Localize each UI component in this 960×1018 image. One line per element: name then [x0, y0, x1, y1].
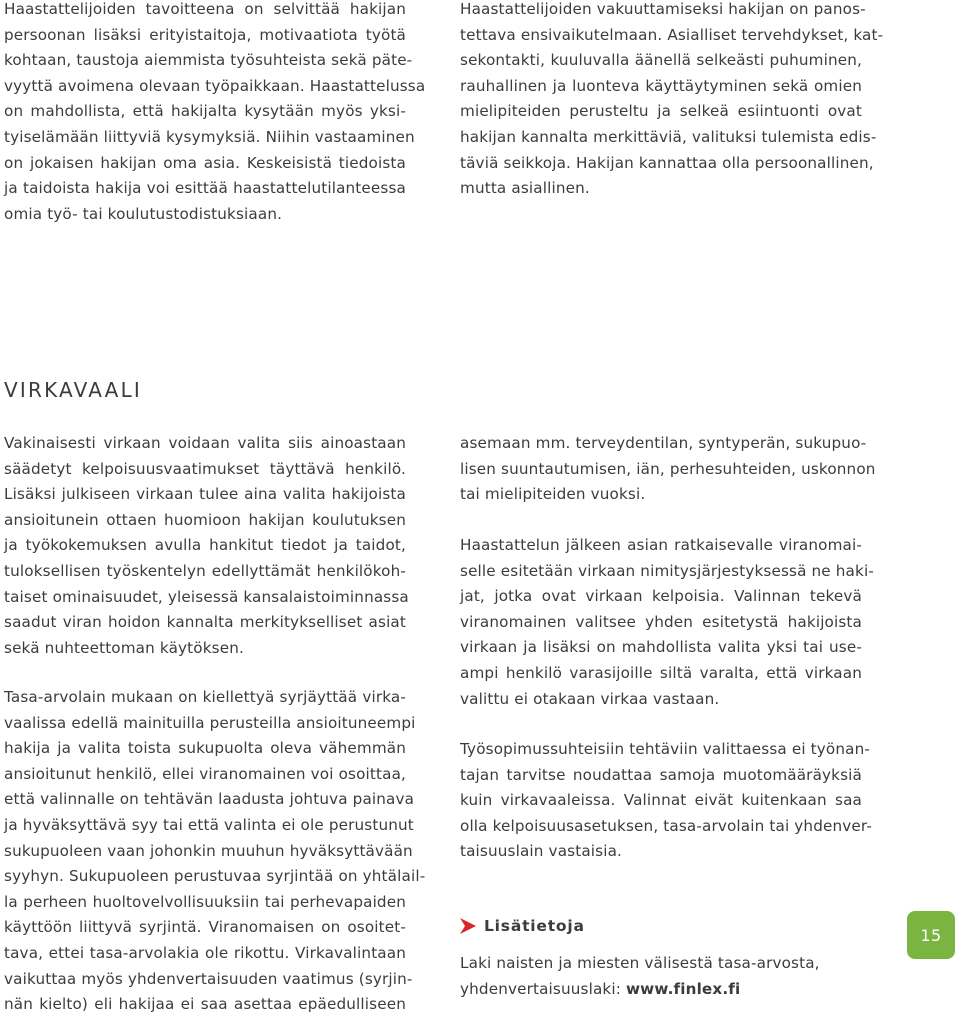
arrow-right-icon — [460, 917, 476, 935]
text-line: mielipiteiden perusteltu ja selkeä esiintuonti ovat — [460, 102, 862, 121]
text-line: Haastattelijoiden vakuuttamiseksi hakijan on panos- — [460, 0, 866, 18]
text-line: ampi henkilö varasijoille siltä varalta, että virkaan — [460, 663, 862, 682]
text-line: että valinnalle on tehtävän laadusta johtuva painava — [4, 790, 415, 809]
text-line: tyiselämään liittyviä kysymyksiä. Niihin vastaaminen — [4, 127, 415, 146]
text-line: syyhyn. Sukupuoleen perustuvaa syrjintää on yhtälail- — [4, 867, 426, 886]
text-line: ja työkokemuksen avulla hankitut tiedot ja taidot, — [4, 536, 406, 555]
section-heading: VIRKAVAALI — [4, 378, 143, 402]
text-line: taiset ominaisuudet, yleisessä kansalaistoiminnassa — [4, 587, 409, 606]
text-line: ja taidoista hakija voi esittää haastattelutilanteessa — [4, 179, 406, 198]
virkavaali-paragraph-1 — [4, 431, 409, 661]
text-line: tajan tarvitse noudattaa samoja muotomääräyksiä — [460, 765, 862, 784]
paragraph-text — [460, 0, 884, 202]
text-line: nän kielto) eli hakijaa ei saa asettaa epäedulliseen — [4, 995, 406, 1014]
text-line: omia työ- tai koulutustodistuksiaan. — [4, 204, 283, 223]
text-line: rauhallinen ja luonteva käyttäytyminen sekä omien — [460, 76, 862, 95]
text-line: tettava ensivaikutelmaan. Asialliset tervehdykset, kat- — [460, 25, 884, 44]
text-line: Vakinaisesti virkaan voidaan valita siis ainoastaan — [4, 434, 406, 452]
page-number-badge — [907, 911, 955, 959]
virkavaali-paragraph-5 — [460, 737, 872, 865]
text-line: Tasa-arvolain mukaan on kiellettyä syrjäyttää virka- — [4, 688, 406, 706]
text-line: jat, jotka ovat virkaan kelpoisia. Valinnan tekevä — [460, 587, 862, 606]
text-line: sekontakti, kuuluvalla äänellä selkeästi puhuminen, — [460, 51, 862, 70]
text-line: käyttöön liittyvä syrjintä. Viranomaisen on osoitet- — [4, 918, 406, 937]
text-line: sukupuoleen vaan johonkin muuhun hyväksyttävään — [4, 841, 413, 860]
page-number: 15 — [920, 925, 942, 945]
text-line: hakija ja valita toista sukupuolta oleva vähemmän — [4, 739, 406, 758]
text-line: kuin virkavaaleissa. Valinnat eivät kuitenkaan saa — [460, 791, 862, 810]
text-line: valittu ei otakaan virkaa vastaan. — [460, 689, 720, 708]
text-line: tava, ettei tasa-arvolakia ole rikottu. Virkavalintaan — [4, 943, 406, 962]
paragraph-text — [460, 431, 876, 508]
paragraph-text — [460, 951, 862, 1002]
text-line: täviä seikkoja. Hakijan kannattaa olla persoonallinen, — [460, 153, 874, 172]
text-line: on jokaisen hakijan oma asia. Keskeisistä tiedoista — [4, 153, 406, 172]
text-line: saadut viran hoidon kannalta merkitykselliset asiat — [4, 613, 406, 632]
paragraph-text — [4, 685, 426, 1018]
text-line: la perheen huoltovelvollisuuksiin tai perhevapaiden — [4, 892, 406, 911]
virkavaali-paragraph-4 — [460, 533, 874, 712]
text-line: viranomainen valitsee yhden esitetystä hakijoista — [460, 612, 862, 631]
text-line: kohtaan, taustoja aiemmista työsuhteista sekä päte- — [4, 51, 413, 70]
text-line: virkaan ja lisäksi on mahdollista valita yksi tai use- — [460, 638, 862, 657]
text-line: persoonan lisäksi erityistaitoja, motivaatiota työtä — [4, 25, 406, 44]
text-line: tai mielipiteiden vuoksi. — [460, 485, 646, 504]
info-line-2-prefix: yhdenvertaisuuslaki: — [460, 979, 626, 998]
text-line: selle esitetään virkaan nimitysjärjestyksessä ne haki- — [460, 561, 874, 580]
text-line: sekä nuhteettoman käytöksen. — [4, 638, 244, 657]
paragraph-text — [460, 533, 874, 712]
text-line: tuloksellisen työskentelyn edellyttämät henkilökoh- — [4, 561, 406, 580]
text-line: vaikuttaa myös yhdenvertaisuuden vaatimus (syrjin- — [4, 969, 413, 988]
text-line: Haastattelijoiden tavoitteena on selvittää hakijan — [4, 0, 406, 18]
finlex-link[interactable]: www.finlex.fi — [626, 979, 741, 998]
text-line: lisen suuntautumisen, iän, perhesuhteiden, uskonnon — [460, 459, 876, 478]
text-line: säädetyt kelpoisuusvaatimukset täyttävä henkilö. — [4, 459, 406, 478]
text-line: on mahdollista, että hakijalta kysytään myös yksi- — [4, 102, 406, 121]
info-text — [460, 951, 862, 1002]
text-line: Lisäksi julkiseen virkaan tulee aina valita hakijoista — [4, 485, 406, 504]
text-line: taisuuslain vastaisia. — [460, 842, 623, 861]
paragraph-text — [4, 0, 426, 227]
text-line: ansioitunut henkilö, ellei viranomainen voi osoittaa, — [4, 764, 406, 783]
text-line: ansioitunein ottaen huomioon hakijan koulutuksen — [4, 510, 406, 529]
text-line: Haastattelun jälkeen asian ratkaisevalle viranomai- — [460, 536, 862, 554]
text-line: hakijan kannalta merkittäviä, valituksi tulemista edis- — [460, 127, 877, 146]
virkavaali-paragraph-3 — [460, 431, 876, 508]
text-line: asemaan mm. terveydentilan, syntyperän, sukupuo- — [460, 434, 867, 452]
intro-paragraph-right — [460, 0, 884, 202]
info-line-1: Laki naisten ja miesten välisestä tasa-arvosta, — [460, 954, 820, 972]
paragraph-text — [4, 431, 409, 661]
info-heading-label: Lisätietoja — [484, 917, 585, 935]
virkavaali-paragraph-2 — [4, 685, 426, 1018]
intro-paragraph-left — [4, 0, 426, 227]
text-line: vyyttä avoimena olevaan työpaikkaan. Haastattelussa — [4, 76, 426, 95]
text-line: olla kelpoisuusasetuksen, tasa-arvolain tai yhdenver- — [460, 816, 872, 835]
text-line: vaalissa edellä mainituilla perusteilla ansioituneempi — [4, 713, 416, 732]
paragraph-text — [460, 737, 872, 865]
info-heading — [460, 917, 585, 935]
text-line: mutta asiallinen. — [460, 179, 590, 198]
text-line: Työsopimussuhteisiin tehtäviin valittaessa ei työnan- — [460, 740, 871, 758]
text-line: ja hyväksyttävä syy tai että valinta ei ole perustunut — [4, 815, 414, 834]
